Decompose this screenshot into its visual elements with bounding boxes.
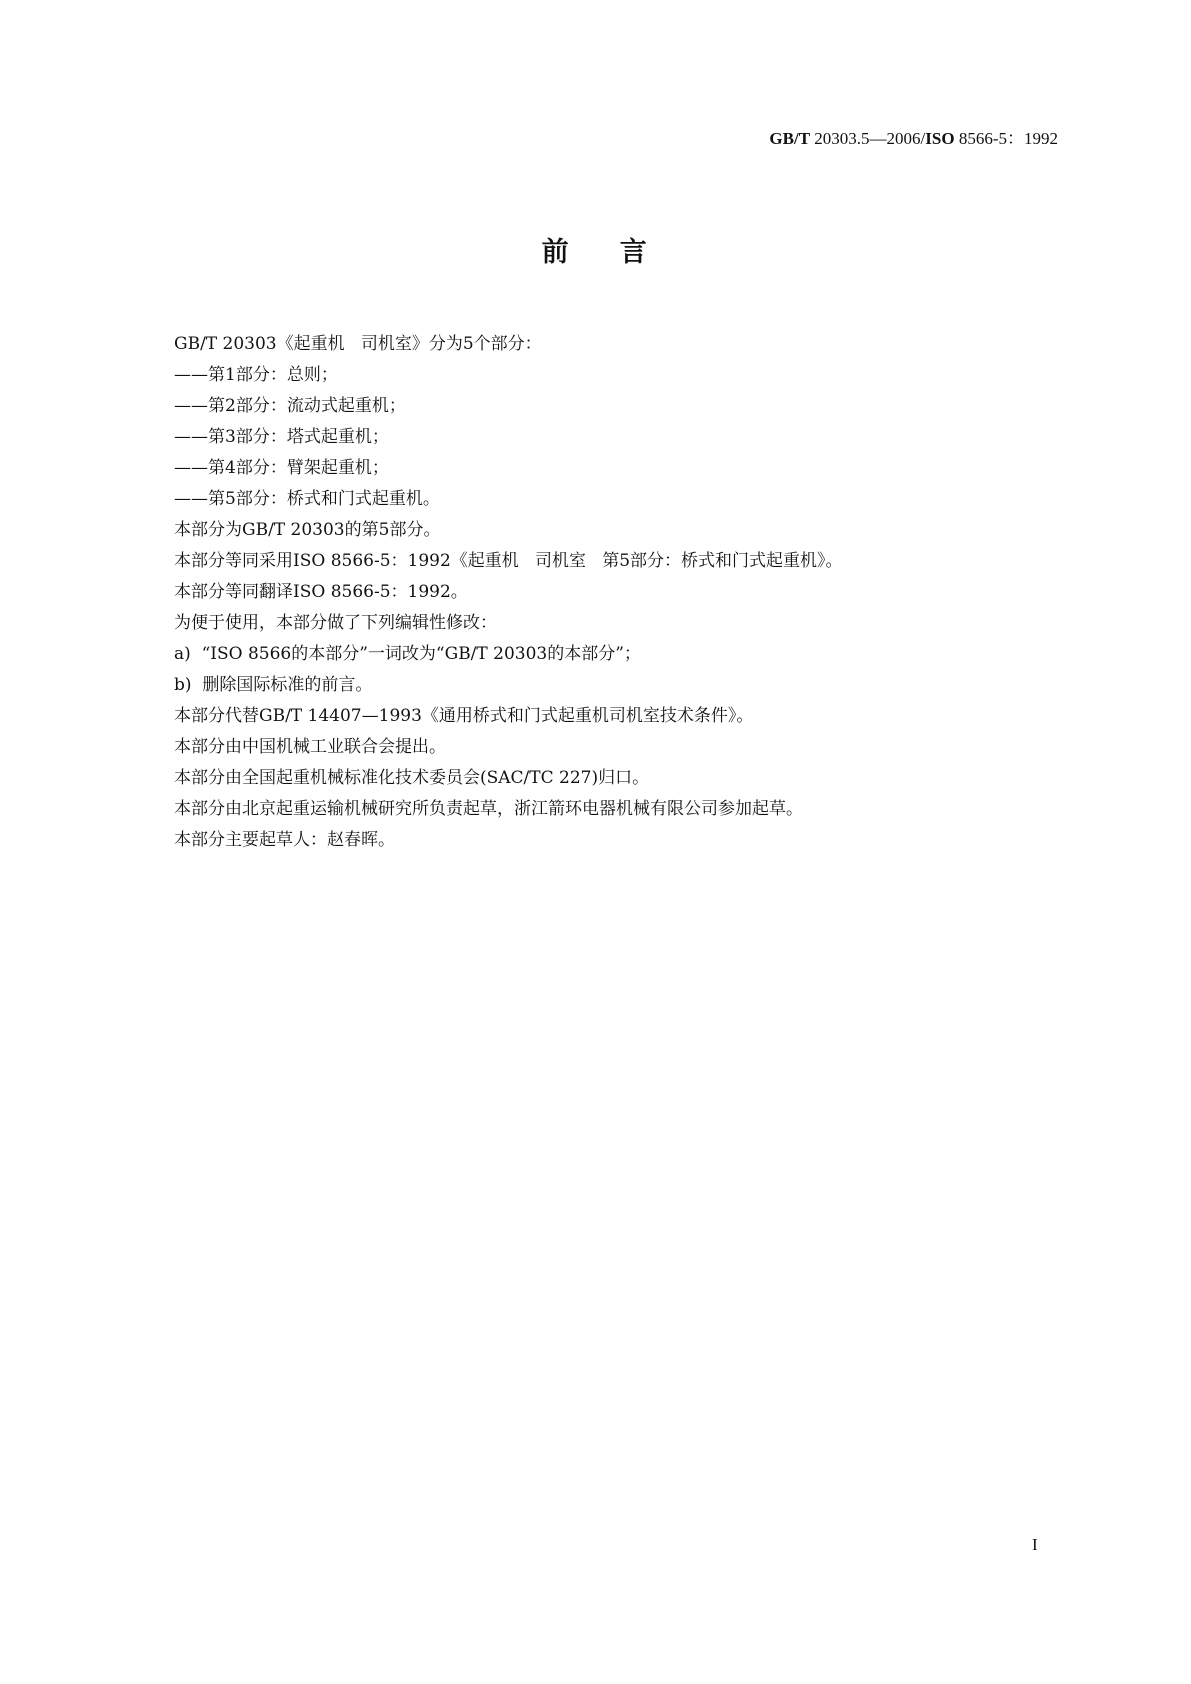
list-item: ——第1部分：总则； bbox=[174, 365, 338, 385]
standard-number-header bbox=[769, 124, 1058, 149]
paragraph-line: 为便于使用，本部分做了下列编辑性修改： bbox=[174, 613, 497, 633]
paragraph-line: GB/T 20303《起重机 司机室》分为5个部分： bbox=[174, 334, 542, 354]
page-number: I bbox=[1032, 1535, 1038, 1554]
page-title: 前 言 bbox=[541, 237, 650, 268]
paragraph-line: 本部分代替GB/T 14407—1993《通用桥式和门式起重机司机室技术条件》。 bbox=[174, 706, 754, 726]
paragraph-line: 本部分等同翻译ISO 8566-5：1992。 bbox=[174, 582, 468, 602]
list-item: a) “ISO 8566的本部分”一词改为“GB/T 20303的本部分”； bbox=[174, 644, 641, 664]
list-item: b) 删除国际标准的前言。 bbox=[174, 675, 373, 695]
list-item: ——第2部分：流动式起重机； bbox=[174, 396, 406, 416]
list-item: ——第5部分：桥式和门式起重机。 bbox=[174, 489, 440, 509]
paragraph-line: 本部分由北京起重运输机械研究所负责起草，浙江箭环电器机械有限公司参加起草。 bbox=[174, 799, 803, 819]
paragraph-line: 本部分主要起草人：赵春晖。 bbox=[174, 830, 395, 850]
list-item: ——第4部分：臂架起重机； bbox=[174, 458, 389, 478]
foreword-body bbox=[174, 329, 1074, 856]
paragraph-line: 本部分由全国起重机械标准化技术委员会(SAC/TC 227)归口。 bbox=[174, 768, 650, 788]
paragraph-line: 本部分为GB/T 20303的第5部分。 bbox=[174, 520, 441, 540]
paragraph-line: 本部分由中国机械工业联合会提出。 bbox=[174, 737, 446, 757]
header-number: 20303.5—2006/ bbox=[810, 129, 926, 148]
list-item: ——第3部分：塔式起重机； bbox=[174, 427, 389, 447]
header-gbt: GB/T bbox=[769, 129, 811, 148]
paragraph-line: 本部分等同采用ISO 8566-5：1992《起重机 司机室 第5部分：桥式和门式起重机》。 bbox=[174, 551, 843, 571]
header-iso-number: 8566-5：1992 bbox=[954, 129, 1058, 148]
header-iso: ISO bbox=[925, 129, 955, 148]
